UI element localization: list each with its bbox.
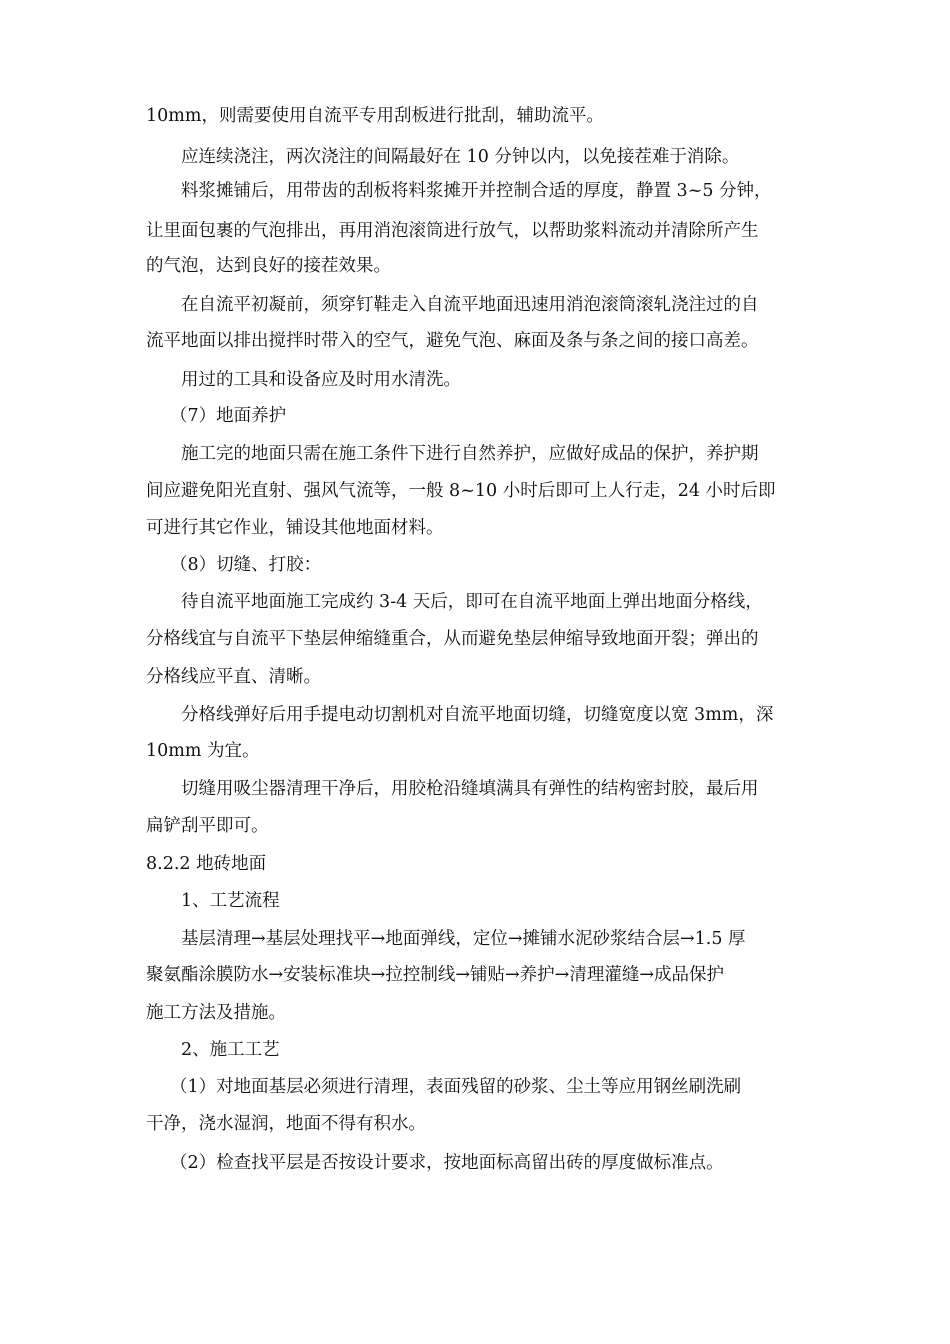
paragraph-line: 施工方法及措施。 <box>146 1003 286 1023</box>
section-heading: 1、工艺流程 <box>181 891 280 911</box>
paragraph-line: 待自流平地面施工完成约 3-4 天后，即可在自流平地面上弹出地面分格线， <box>181 592 763 612</box>
paragraph-line: 分格线弹好后用手提电动切割机对自流平地面切缝，切缝宽度以宽 3mm，深 <box>181 705 774 725</box>
paragraph-line: 切缝用吸尘器清理干净后，用胶枪沿缝填满具有弹性的结构密封胶，最后用 <box>181 779 759 799</box>
section-heading: （7）地面养护 <box>170 406 287 426</box>
paragraph-line: 10mm，则需要使用自流平专用刮板进行批刮，辅助流平。 <box>146 106 604 126</box>
section-heading: 8.2.2 地砖地面 <box>146 854 267 874</box>
paragraph-line: 10mm 为宜。 <box>146 741 260 761</box>
paragraph-line: 基层清理→基层处理找平→地面弹线，定位→摊铺水泥砂浆结合层→1.5 厚 <box>181 929 746 949</box>
paragraph-line: （2）检查找平层是否按设计要求，按地面标高留出砖的厚度做标准点。 <box>170 1153 724 1173</box>
paragraph-line: 间应避免阳光直射、强风气流等，一般 8~10 小时后即可上人行走，24 小时后即 <box>146 481 776 501</box>
paragraph-line: 料浆摊铺后，用带齿的刮板将料浆摊开并控制合适的厚度，静置 3~5 分钟， <box>181 181 772 201</box>
paragraph-line: 在自流平初凝前，须穿钉鞋走入自流平地面迅速用消泡滚筒滚轧浇注过的自 <box>181 295 759 315</box>
paragraph-line: 分格线应平直、清晰。 <box>146 667 321 687</box>
paragraph-line: 扁铲刮平即可。 <box>146 816 269 836</box>
paragraph-line: 施工完的地面只需在施工条件下进行自然养护，应做好成品的保护，养护期 <box>181 444 759 464</box>
paragraph-line: 可进行其它作业，铺设其他地面材料。 <box>146 518 444 538</box>
paragraph-line: 干净，浇水湿润，地面不得有积水。 <box>146 1114 426 1134</box>
paragraph-line: 流平地面以排出搅拌时带入的空气，避免气泡、麻面及条与条之间的接口高差。 <box>146 331 759 351</box>
paragraph-line: 的气泡，达到良好的接茬效果。 <box>146 256 391 276</box>
paragraph-line: 让里面包裹的气泡排出，再用消泡滚筒进行放气，以帮助浆料流动并清除所产生 <box>146 221 759 241</box>
section-heading: 2、施工工艺 <box>181 1040 280 1060</box>
section-heading: （8）切缝、打胶： <box>170 555 322 575</box>
paragraph-line: （1）对地面基层必须进行清理，表面残留的砂浆、尘土等应用钢丝刷洗刷 <box>170 1077 742 1097</box>
paragraph-line: 聚氨酯涂膜防水→安装标准块→拉控制线→铺贴→养护→清理灌缝→成品保护 <box>146 965 724 985</box>
paragraph-line: 应连续浇注，两次浇注的间隔最好在 10 分钟以内，以免接茬难于消除。 <box>181 147 740 167</box>
paragraph-line: 分格线宜与自流平下垫层伸缩缝重合，从而避免垫层伸缩导致地面开裂；弹出的 <box>146 629 759 649</box>
paragraph-line: 用过的工具和设备应及时用水清洗。 <box>181 370 461 390</box>
